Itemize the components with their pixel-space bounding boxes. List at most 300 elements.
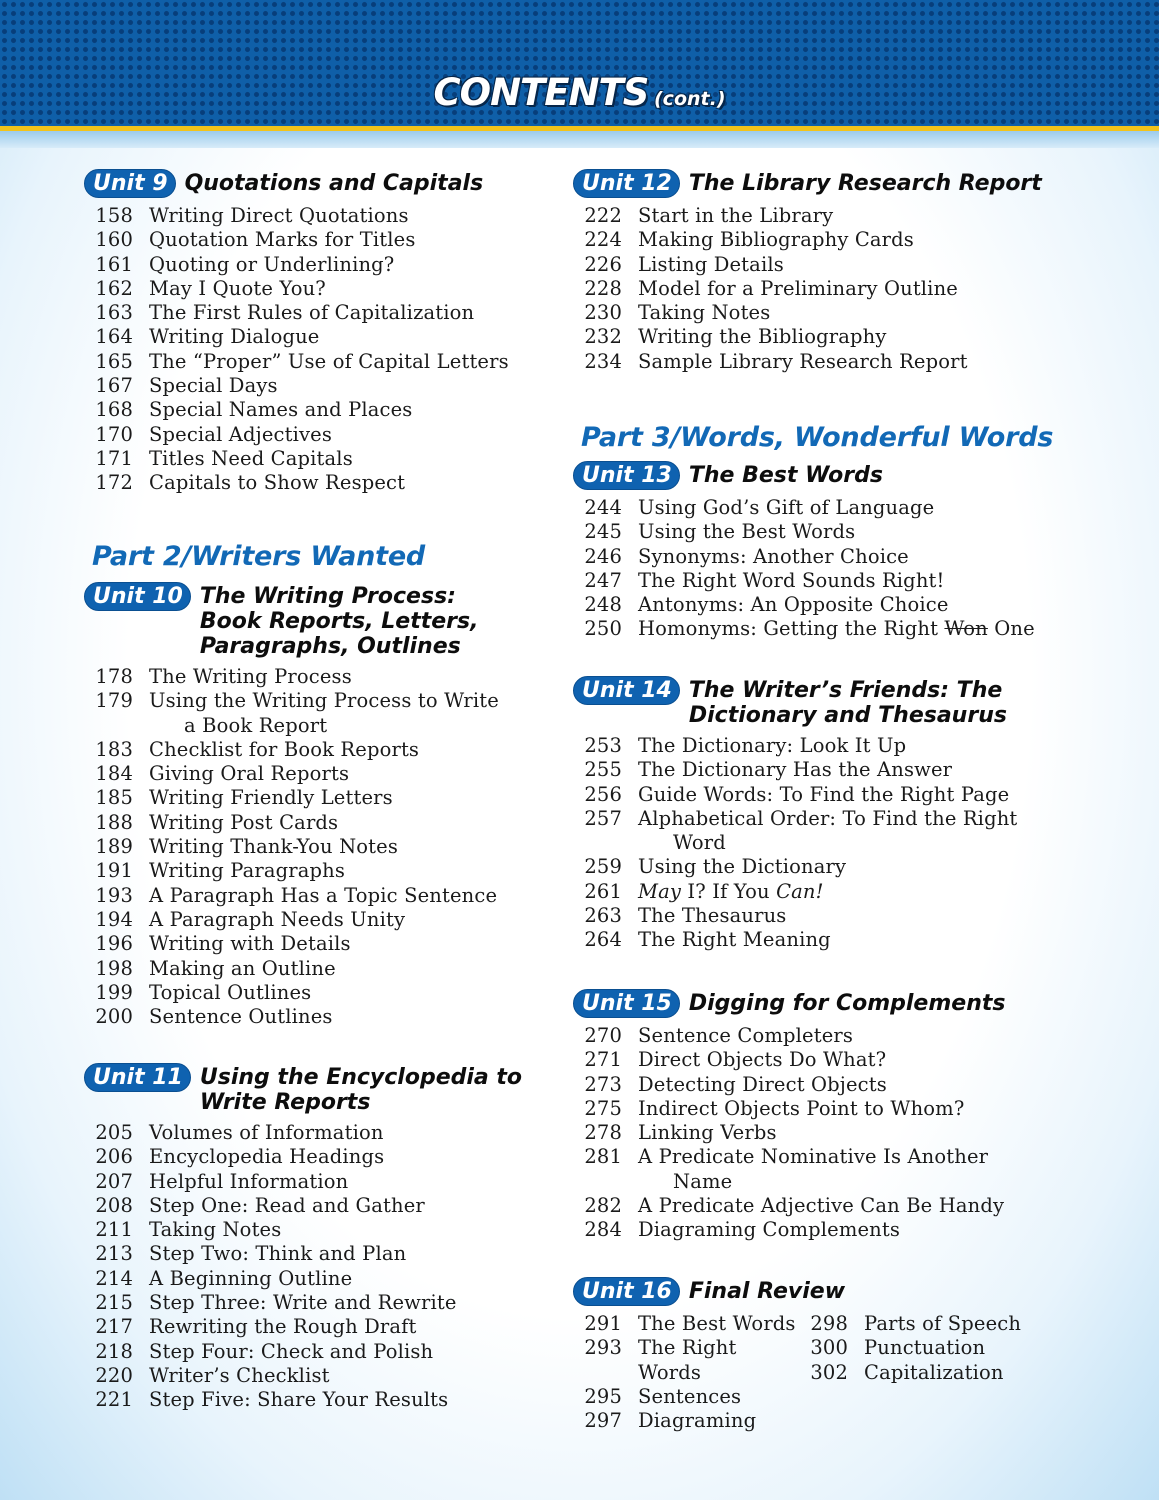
entry-title (149, 325, 509, 349)
list-item (573, 1073, 1005, 1097)
page-number: 164 (95, 325, 133, 349)
entry-title-text: The Writing Process (149, 665, 352, 688)
unit-title-line: Paragraphs, Outlines (199, 634, 461, 659)
page-number: 191 (95, 859, 133, 883)
page-number: 261 (584, 879, 622, 903)
list-item (84, 398, 509, 422)
page-number: 300 (810, 1336, 848, 1360)
unit-9 (84, 169, 509, 496)
entry-title-text: Indirect Objects Point to Whom? (638, 1096, 965, 1120)
entry-title-text: The Best Words (638, 1312, 796, 1335)
page-number: 189 (95, 835, 133, 859)
entry-title (149, 884, 499, 908)
list-item (573, 1218, 1005, 1242)
entry-list (573, 734, 1017, 953)
page-number: 232 (584, 325, 622, 349)
contents-subtitle: (cont.) (654, 88, 726, 110)
entry-title (149, 228, 509, 252)
page-number: 284 (584, 1218, 622, 1242)
entry-title (149, 1388, 522, 1412)
entry-title (638, 301, 1042, 325)
list-item (84, 811, 499, 835)
list-item (84, 277, 509, 301)
page-number: 214 (95, 1266, 133, 1290)
entry-title (638, 1048, 1005, 1072)
entry-title-text: The Right Words (638, 1336, 737, 1384)
page-title (0, 71, 1159, 114)
page-number: 271 (584, 1048, 622, 1072)
entry-title (149, 471, 509, 495)
entry-title-text: Step One: Read and Gather (149, 1193, 425, 1217)
entry-list (798, 1312, 1023, 1433)
list-item (84, 908, 499, 932)
entry-title (638, 545, 1035, 569)
list-item (573, 1409, 798, 1433)
page-number: 217 (95, 1315, 133, 1339)
page-number: 253 (584, 734, 622, 757)
page-number: 211 (95, 1218, 133, 1242)
list-item (84, 471, 509, 495)
unit-title: Final Review (688, 1279, 846, 1304)
entry-title (638, 1024, 1005, 1048)
list-item (798, 1312, 1023, 1336)
unit-13 (573, 461, 1035, 642)
list-item (84, 1267, 522, 1291)
entry-title (149, 1291, 522, 1315)
entry-title-text: Antonyms: An Opposite Choice (638, 593, 949, 617)
list-item (84, 957, 499, 981)
list-item (84, 325, 509, 349)
page-number: 222 (584, 204, 622, 227)
list-item (84, 204, 509, 228)
list-item (84, 1291, 522, 1315)
page-number: 179 (95, 689, 133, 713)
page-number: 264 (584, 928, 622, 952)
unit-badge: Unit 16 (573, 1277, 680, 1306)
list-item (573, 325, 1042, 349)
list-item (573, 855, 1017, 879)
entry-title (638, 1194, 1005, 1218)
entry-list (84, 204, 509, 496)
page-number: 298 (810, 1312, 848, 1335)
entry-list (573, 204, 1042, 374)
list-item (84, 253, 509, 277)
page-number: 220 (95, 1363, 133, 1387)
list-item (84, 1005, 499, 1029)
entry-title-text: The Thesaurus (638, 904, 787, 928)
entry-title (149, 204, 509, 228)
entry-title-text: Topical Outlines (149, 980, 312, 1004)
entry-title-text: Writing Direct Quotations (149, 204, 409, 227)
list-item (84, 1218, 522, 1242)
page-number: 184 (95, 762, 133, 786)
entry-title-text: Making Bibliography Cards (638, 228, 914, 252)
unit-10 (84, 582, 499, 1029)
page-number: 224 (584, 228, 622, 252)
entry-title-text: Making an Outline (149, 956, 336, 980)
list-item (84, 884, 499, 908)
list-item (573, 1048, 1005, 1072)
entry-list (84, 1121, 522, 1413)
list-item (573, 807, 1017, 856)
list-item (84, 1388, 522, 1412)
list-item (573, 277, 1042, 301)
entry-title (848, 1312, 1023, 1336)
entry-title (638, 1409, 798, 1433)
entry-title-part: I? If You (681, 879, 777, 903)
entry-title-text: Step Five: Share Your Results (149, 1388, 449, 1412)
unit-title (200, 582, 479, 659)
unit-badge: Unit 14 (573, 676, 680, 705)
page-number: 208 (95, 1193, 133, 1217)
unit-badge: Unit 15 (573, 989, 680, 1018)
entry-title-text: Rewriting the Rough Draft (149, 1315, 417, 1339)
entry-title (149, 350, 509, 374)
entry-title (638, 325, 1042, 349)
entry-title-text: Special Names and Places (149, 398, 413, 422)
list-item (573, 1121, 1005, 1145)
unit-16 (573, 1277, 1023, 1433)
unit-14 (573, 676, 1017, 953)
entry-title-text: Listing Details (638, 252, 784, 276)
entry-title (848, 1361, 1023, 1385)
entry-title-text: Writing with Details (149, 932, 351, 956)
entry-title (638, 904, 1017, 928)
page-number: 297 (584, 1409, 622, 1433)
list-item (573, 928, 1017, 952)
list-item (573, 569, 1035, 593)
entry-title-text: Encyclopedia Headings (149, 1145, 385, 1169)
entry-title-continued: Word (673, 831, 726, 855)
page-number: 207 (95, 1169, 133, 1193)
entry-title-text: Helpful Information (149, 1169, 349, 1193)
page-number: 295 (584, 1384, 622, 1408)
entry-title (149, 1315, 522, 1339)
page-number: 248 (584, 593, 622, 617)
entry-title-text: Checklist for Book Reports (149, 737, 420, 761)
entry-title-text: The First Rules of Capitalization (149, 301, 475, 325)
entry-title (638, 1385, 798, 1409)
entry-title (638, 350, 1042, 374)
entry-title-text: Writing the Bibliography (638, 325, 887, 349)
unit-badge: Unit 10 (84, 582, 191, 611)
list-item (573, 1097, 1005, 1121)
page-number: 282 (584, 1194, 622, 1218)
entry-title (638, 520, 1035, 544)
list-item (573, 758, 1017, 782)
entry-title (149, 981, 499, 1005)
final-review-list (573, 1312, 1023, 1433)
page-number: 158 (95, 204, 133, 227)
entry-title-text: A Paragraph Has a Topic Sentence (149, 883, 498, 907)
entry-title (149, 1218, 522, 1242)
entry-title (149, 665, 499, 689)
unit-title: Quotations and Capitals (184, 171, 484, 196)
page-number: 218 (95, 1339, 133, 1363)
page-number: 255 (584, 758, 622, 782)
list-item (84, 859, 499, 883)
unit-title-line: Dictionary and Thesaurus (688, 703, 1007, 728)
list-item (84, 932, 499, 956)
entry-list (573, 1024, 1005, 1243)
entry-title (149, 253, 509, 277)
entry-title-text: Sentence Outlines (149, 1005, 333, 1029)
page-number: 205 (95, 1121, 133, 1144)
entry-title (638, 1336, 798, 1385)
page-number: 196 (95, 932, 133, 956)
entry-title (149, 1242, 522, 1266)
entry-title (149, 277, 509, 301)
entry-title (638, 1312, 798, 1336)
page-number: 246 (584, 544, 622, 568)
entry-title-continued: a Book Report (184, 713, 328, 737)
list-item (84, 762, 499, 786)
entry-title-text: Writing Thank-You Notes (149, 835, 399, 859)
page-number: 199 (95, 980, 133, 1004)
entry-title-text: The “Proper” Use of Capital Letters (149, 349, 509, 373)
entry-title-text: Sentences (638, 1384, 742, 1408)
page-number: 259 (584, 855, 622, 879)
entry-title-text: Model for a Preliminary Outline (638, 276, 958, 300)
entry-title-part: One (987, 617, 1035, 641)
page-number: 185 (95, 786, 133, 810)
entry-title-text: Writing Friendly Letters (149, 786, 393, 810)
page-number: 226 (584, 252, 622, 276)
unit-badge: Unit 12 (573, 169, 680, 198)
page-number: 273 (584, 1072, 622, 1096)
entry-title (638, 1073, 1005, 1097)
entry-title-text: Quotation Marks for Titles (149, 228, 416, 252)
list-item (84, 665, 499, 689)
entry-title-text: Volumes of Information (149, 1121, 384, 1144)
entry-title (149, 762, 499, 786)
list-item (573, 734, 1017, 758)
list-item (84, 981, 499, 1005)
list-item (84, 447, 509, 471)
entry-title-text: Capitals to Show Respect (149, 471, 406, 495)
entry-title-part: Homonyms: Getting the Right (638, 617, 945, 641)
page-number: 230 (584, 301, 622, 325)
entry-title-text: The Right Word Sounds Right! (638, 568, 945, 592)
entry-title-text: Taking Notes (638, 301, 771, 325)
page-number: 270 (584, 1024, 622, 1047)
unit-title: The Library Research Report (688, 171, 1042, 196)
list-item (573, 204, 1042, 228)
list-item (573, 617, 1035, 641)
entry-title (638, 928, 1017, 952)
entry-title-text: Step Two: Think and Plan (149, 1242, 407, 1266)
page-number: 161 (95, 252, 133, 276)
page-number: 291 (584, 1312, 622, 1335)
unit-title-line: The Writer’s Friends: The (688, 678, 1003, 703)
entry-title-text: A Beginning Outline (149, 1266, 353, 1290)
list-item (573, 520, 1035, 544)
page-number: 278 (584, 1121, 622, 1145)
list-item (573, 1194, 1005, 1218)
entry-list (573, 1312, 798, 1433)
entry-title-text: Sample Library Research Report (638, 349, 968, 373)
entry-title (149, 1267, 522, 1291)
page-number: 160 (95, 228, 133, 252)
entry-title-text: Diagraming Complements (638, 1218, 901, 1242)
entry-title (149, 423, 509, 447)
entry-list (573, 496, 1035, 642)
entry-title-italic: May (638, 879, 682, 903)
page-number: 245 (584, 520, 622, 544)
list-item (573, 545, 1035, 569)
entry-title (149, 398, 509, 422)
entry-title-text: The Right Meaning (638, 928, 831, 952)
entry-title-text: Taking Notes (149, 1218, 282, 1242)
page-number: 163 (95, 301, 133, 325)
list-item (84, 1145, 522, 1169)
list-item (798, 1361, 1023, 1385)
entry-title (638, 807, 1017, 856)
page-number: 170 (95, 422, 133, 446)
entry-title-text: A Predicate Nominative Is Another (638, 1145, 989, 1169)
entry-title (149, 301, 509, 325)
entry-title-text: Sentence Completers (638, 1024, 854, 1047)
list-item (573, 350, 1042, 374)
entry-title-text: The Dictionary: Look It Up (638, 734, 907, 757)
list-item (573, 496, 1035, 520)
page-number: 263 (584, 904, 622, 928)
entry-title-text: A Paragraph Needs Unity (149, 907, 406, 931)
page-number: 165 (95, 349, 133, 373)
entry-title (638, 1145, 1005, 1194)
page-number: 168 (95, 398, 133, 422)
page-number: 244 (584, 496, 622, 519)
entry-title (638, 734, 1017, 758)
entry-title-text: Quoting or Underlining? (149, 252, 395, 276)
entry-title (149, 908, 499, 932)
list-item (573, 1385, 798, 1409)
entry-title-text: Punctuation (864, 1336, 986, 1360)
unit-badge: Unit 11 (84, 1063, 191, 1092)
entry-title-text: Capitalization (864, 1360, 1004, 1384)
unit-title-line: Write Reports (199, 1090, 371, 1115)
list-item (84, 423, 509, 447)
page-number: 234 (584, 349, 622, 373)
list-item (84, 374, 509, 398)
unit-badge: Unit 9 (84, 169, 176, 198)
list-item (573, 301, 1042, 325)
entry-title-text: Special Adjectives (149, 422, 333, 446)
entry-title-text: Direct Objects Do What? (638, 1048, 887, 1072)
entry-title (638, 253, 1042, 277)
page-number: 213 (95, 1242, 133, 1266)
entry-title (638, 1097, 1005, 1121)
list-item (84, 1121, 522, 1145)
entry-title-text: Giving Oral Reports (149, 762, 350, 786)
list-item (84, 1364, 522, 1388)
page-number: 198 (95, 956, 133, 980)
entry-title (638, 617, 1035, 641)
contents-title: CONTENTS (433, 71, 649, 114)
unit-title: Digging for Complements (688, 991, 1006, 1016)
entry-title-text: Titles Need Capitals (149, 446, 353, 470)
page-number: 162 (95, 276, 133, 300)
entry-title (149, 374, 509, 398)
entry-title-text: Writing Dialogue (149, 325, 320, 349)
list-item (84, 1170, 522, 1194)
header-band (0, 131, 1159, 148)
list-item (573, 880, 1017, 904)
entry-title (149, 835, 499, 859)
list-item (84, 738, 499, 762)
entry-title-text: A Predicate Adjective Can Be Handy (638, 1194, 1005, 1218)
page-number: 206 (95, 1145, 133, 1169)
entry-title (638, 228, 1042, 252)
page-number: 302 (810, 1360, 848, 1384)
part-3-title: Part 3/Words, Wonderful Words (581, 422, 1054, 453)
unit-title-line: Book Reports, Letters, (199, 609, 479, 634)
page-number: 167 (95, 374, 133, 398)
entry-title-text: Guide Words: To Find the Right Page (638, 782, 1010, 806)
entry-title (149, 1170, 522, 1194)
unit-title (200, 1063, 522, 1115)
page-number: 257 (584, 806, 622, 830)
page-number: 178 (95, 665, 133, 688)
entry-title (638, 204, 1042, 228)
entry-title-text: Start in the Library (638, 204, 834, 227)
list-item (84, 1340, 522, 1364)
entry-title-text: Using the Dictionary (638, 855, 847, 879)
list-item (84, 1242, 522, 1266)
page-number: 221 (95, 1388, 133, 1412)
unit-11 (84, 1063, 522, 1413)
list-item (573, 1145, 1005, 1194)
list-item (573, 904, 1017, 928)
list-item (84, 1194, 522, 1218)
entry-title (638, 593, 1035, 617)
page-number: 293 (584, 1336, 622, 1360)
entry-title (149, 1005, 499, 1029)
entry-title (638, 496, 1035, 520)
list-item (573, 1024, 1005, 1048)
entry-title (149, 1121, 522, 1145)
entry-title (149, 1194, 522, 1218)
page-number: 275 (584, 1096, 622, 1120)
unit-title (689, 676, 1007, 728)
entry-title (149, 1145, 522, 1169)
entry-title (149, 1340, 522, 1364)
unit-15 (573, 989, 1005, 1243)
page-number: 281 (584, 1145, 622, 1169)
page-number: 171 (95, 446, 133, 470)
page-number: 194 (95, 907, 133, 931)
entry-title-text: Writing Paragraphs (149, 859, 346, 883)
entry-title-text: Detecting Direct Objects (638, 1072, 887, 1096)
list-item (573, 1336, 798, 1385)
unit-title-line: The Writing Process: (199, 584, 456, 609)
page-number: 183 (95, 737, 133, 761)
page-number: 172 (95, 471, 133, 495)
list-item (84, 228, 509, 252)
entry-title-text: Parts of Speech (864, 1312, 1022, 1335)
list-item (573, 593, 1035, 617)
entry-title (149, 932, 499, 956)
list-item (84, 835, 499, 859)
entry-title-text: The Dictionary Has the Answer (638, 758, 953, 782)
entry-title-text: Diagraming (638, 1409, 757, 1433)
entry-title-continued: Name (673, 1169, 733, 1193)
entry-title-text: Synonyms: Another Choice (638, 544, 909, 568)
unit-badge: Unit 13 (573, 461, 680, 490)
page-number: 256 (584, 782, 622, 806)
list-item (573, 228, 1042, 252)
entry-title (638, 569, 1035, 593)
